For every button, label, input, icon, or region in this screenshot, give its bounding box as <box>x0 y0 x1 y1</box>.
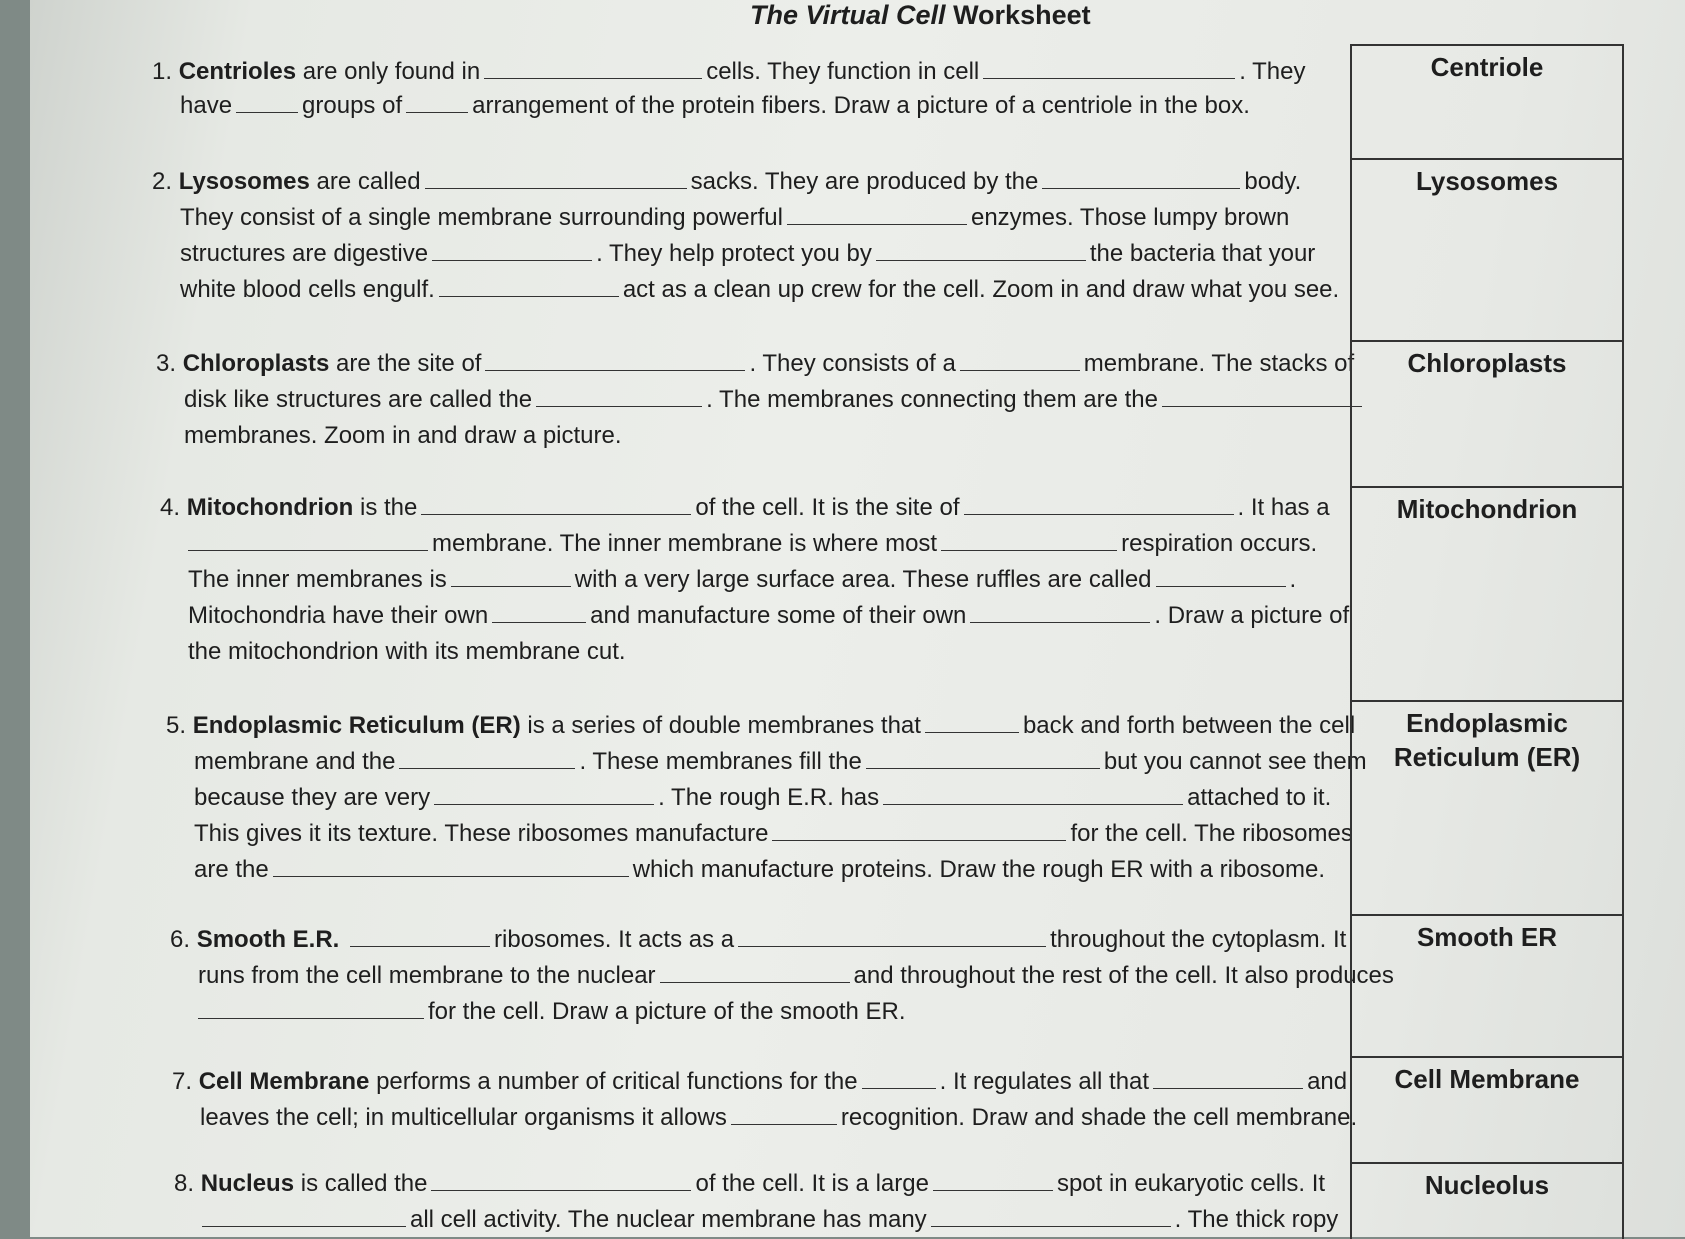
blank[interactable] <box>983 56 1235 79</box>
text: attached to it. <box>1187 784 1332 811</box>
blank[interactable] <box>964 492 1234 515</box>
blank[interactable] <box>772 818 1066 841</box>
text: . The membranes connecting them are the <box>706 386 1158 413</box>
text: Mitochondria have their own <box>188 602 489 629</box>
blank[interactable] <box>787 202 967 225</box>
term-lysosomes: Lysosomes <box>178 168 310 195</box>
text: cells. They function in cell <box>706 58 980 85</box>
text: are the site of <box>336 350 482 377</box>
term-centrioles: Centrioles <box>178 58 297 85</box>
text: membrane and the <box>194 748 396 775</box>
blank[interactable] <box>484 56 702 79</box>
q-number: 8. <box>174 1170 195 1197</box>
text: for the cell. Draw a picture of the smooth ER. <box>428 998 906 1025</box>
blank[interactable] <box>1162 384 1362 407</box>
title-italic: The Virtual Cell <box>750 0 946 30</box>
text: . They help protect you by <box>596 240 872 267</box>
text: They consist of a single membrane surrounding powerful <box>180 204 783 231</box>
text: of the cell. It is the site of <box>695 494 960 521</box>
text: . It regulates all that <box>939 1068 1150 1095</box>
blank[interactable] <box>406 90 468 113</box>
drawing-box-endoplasmic-reticulum[interactable] <box>1352 702 1622 916</box>
q-number: 2. <box>152 168 173 195</box>
text: the bacteria that your <box>1089 240 1316 267</box>
blank[interactable] <box>198 996 424 1019</box>
text: arrangement of the protein fibers. Draw a picture of a centriole in the box. <box>472 92 1250 119</box>
text: act as a clean up crew for the cell. Zoom in and draw what you see. <box>622 276 1340 303</box>
text: of the cell. It is a large <box>695 1170 929 1197</box>
blank[interactable] <box>738 924 1046 947</box>
text: and manufacture some of their own <box>590 602 967 629</box>
text: are only found in <box>302 58 481 85</box>
text: . It has a <box>1237 494 1330 521</box>
box-label: Cell Membrane <box>1394 1064 1580 1094</box>
box-label: Endoplasmic Reticulum (ER) <box>1393 708 1581 772</box>
text: . The thick ropy <box>1174 1206 1339 1233</box>
text: disk like structures are called the <box>184 386 533 413</box>
blank[interactable] <box>1153 1066 1303 1089</box>
blank[interactable] <box>960 348 1080 371</box>
text: for the cell. The ribosomes <box>1070 820 1353 847</box>
text: and throughout the rest of the cell. It also produces <box>853 962 1394 989</box>
text: sacks. They are produced by the <box>690 168 1039 195</box>
blank[interactable] <box>492 600 586 623</box>
blank[interactable] <box>1156 564 1286 587</box>
q-number: 7. <box>172 1068 193 1095</box>
blank[interactable] <box>862 1066 936 1089</box>
blank[interactable] <box>236 90 298 113</box>
term-chloroplasts: Chloroplasts <box>182 350 330 377</box>
q-number: 1. <box>152 58 173 85</box>
blank[interactable] <box>439 274 619 297</box>
text: . They consists of a <box>749 350 956 377</box>
box-label: Chloroplasts <box>1407 348 1567 378</box>
text: back and forth between the cell <box>1022 712 1356 739</box>
drawing-box-mitochondrion[interactable] <box>1352 488 1622 702</box>
blank[interactable] <box>434 782 654 805</box>
text: all cell activity. The nuclear membrane has many <box>410 1206 927 1233</box>
text: performs a number of critical functions for the <box>376 1068 858 1095</box>
blank[interactable] <box>425 166 687 189</box>
text: are called <box>316 168 421 195</box>
text: body. <box>1244 168 1302 195</box>
text: is a series of double membranes that <box>527 712 921 739</box>
text: are the <box>194 856 269 883</box>
text: membrane. The inner membrane is where most <box>432 530 938 557</box>
blank[interactable] <box>883 782 1183 805</box>
text: throughout the cytoplasm. It <box>1050 926 1347 953</box>
text: recognition. Draw and shade the cell membrane. <box>840 1104 1358 1131</box>
text: because they are very <box>194 784 431 811</box>
page-title <box>750 0 1091 31</box>
term-nucleus: Nucleus <box>200 1170 295 1197</box>
box-label: Mitochondrion <box>1396 494 1578 524</box>
blank[interactable] <box>350 924 490 947</box>
text: respiration occurs. <box>1121 530 1318 557</box>
blank[interactable] <box>731 1102 837 1125</box>
blank[interactable] <box>431 1168 691 1191</box>
blank[interactable] <box>188 528 428 551</box>
term-endoplasmic-reticulum: Endoplasmic Reticulum (ER) <box>192 712 521 739</box>
blank[interactable] <box>1042 166 1240 189</box>
drawing-box-lysosomes[interactable] <box>1352 160 1622 342</box>
text: . The rough E.R. has <box>658 784 880 811</box>
text: membrane. The stacks of <box>1083 350 1355 377</box>
blank[interactable] <box>451 564 571 587</box>
blank[interactable] <box>866 746 1100 769</box>
text: which manufacture proteins. Draw the rough ER with a ribosome. <box>632 856 1326 883</box>
text: . They <box>1239 58 1306 85</box>
term-mitochondrion: Mitochondrion <box>186 494 354 521</box>
text: structures are digestive <box>180 240 429 267</box>
text: white blood cells engulf. <box>180 276 435 303</box>
blank[interactable] <box>432 238 592 261</box>
drawing-box-chloroplasts[interactable] <box>1352 342 1622 488</box>
blank[interactable] <box>536 384 702 407</box>
term-smooth-er: Smooth E.R. <box>196 926 340 953</box>
blank[interactable] <box>925 710 1019 733</box>
q-number: 4. <box>160 494 181 521</box>
blank[interactable] <box>399 746 575 769</box>
drawing-box-smooth-er[interactable] <box>1352 916 1622 1058</box>
text: groups of <box>302 92 403 119</box>
term-cell-membrane: Cell Membrane <box>198 1068 370 1095</box>
q-number: 5. <box>166 712 187 739</box>
text: runs from the cell membrane to the nuclear <box>198 962 656 989</box>
worksheet-page <box>30 0 1685 1237</box>
blank[interactable] <box>876 238 1086 261</box>
text: . These membranes fill the <box>579 748 862 775</box>
q-number: 6. <box>170 926 191 953</box>
blank[interactable] <box>931 1204 1171 1227</box>
blank[interactable] <box>202 1204 406 1227</box>
q-number: 3. <box>156 350 177 377</box>
drawing-boxes-column <box>1350 44 1624 1239</box>
drawing-box-cell-membrane[interactable] <box>1352 1058 1622 1164</box>
text: the mitochondrion with its membrane cut. <box>188 638 626 665</box>
text: with a very large surface area. These ruffles are called <box>574 566 1152 593</box>
blank[interactable] <box>970 600 1150 623</box>
box-label: Smooth ER <box>1416 922 1558 952</box>
text: membranes. Zoom in and draw a picture. <box>184 422 622 449</box>
blank[interactable] <box>933 1168 1053 1191</box>
box-label: Centriole <box>1430 52 1544 82</box>
text: leaves the cell; in multicellular organisms it allows <box>200 1104 727 1131</box>
text: ribosomes. It acts as a <box>494 926 735 953</box>
text: . <box>1289 566 1297 593</box>
text: . Draw a picture of <box>1154 602 1350 629</box>
text: spot in eukaryotic cells. It <box>1056 1170 1326 1197</box>
text: is the <box>360 494 418 521</box>
blank[interactable] <box>273 854 629 877</box>
blank[interactable] <box>941 528 1117 551</box>
text: This gives it its texture. These ribosomes manufacture <box>194 820 769 847</box>
title-rest: Worksheet <box>953 0 1091 30</box>
text: but you cannot see them <box>1103 748 1367 775</box>
blank[interactable] <box>421 492 691 515</box>
blank[interactable] <box>660 960 850 983</box>
drawing-box-centriole[interactable] <box>1352 46 1622 160</box>
text: The inner membranes is <box>188 566 447 593</box>
box-label: Lysosomes <box>1415 166 1559 196</box>
drawing-box-nucleolus[interactable] <box>1352 1164 1622 1239</box>
text: enzymes. Those lumpy brown <box>970 204 1290 231</box>
blank[interactable] <box>485 348 745 371</box>
text: and <box>1307 1068 1348 1095</box>
text: is called the <box>300 1170 428 1197</box>
text: have <box>180 92 233 119</box>
box-label: Nucleolus <box>1424 1170 1550 1200</box>
